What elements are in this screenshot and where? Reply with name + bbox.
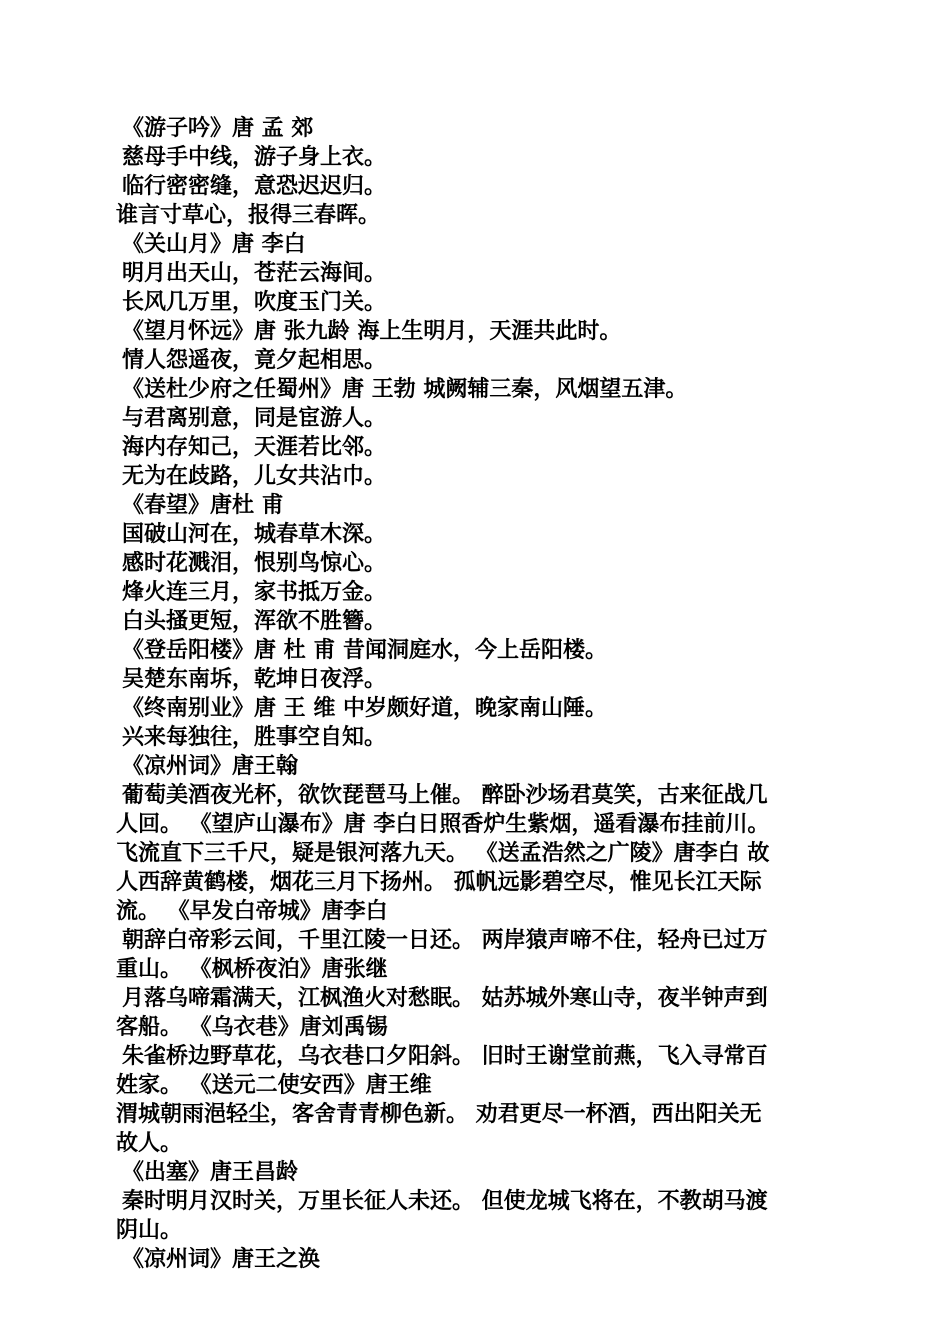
- poem-title: 《关山月》唐 李白: [122, 232, 306, 257]
- poem-line: 葡萄美酒夜光杯，欲饮琵琶马上催。 醉卧沙场君莫笑，古来征战几: [122, 783, 768, 808]
- poem-line: 阴山。: [116, 1218, 183, 1243]
- poem-title: 《游子吟》唐 孟 郊: [122, 116, 314, 141]
- poem-line: 临行密密缝，意恐迟迟归。: [122, 174, 387, 199]
- poem-line: 渭城朝雨浥轻尘，客舍青青柳色新。 劝君更尽一杯酒，西出阳关无: [116, 1102, 762, 1127]
- poem-line: 谁言寸草心，报得三春晖。: [116, 203, 381, 228]
- poem-title: 《送杜少府之任蜀州》唐 王勃 城阙辅三秦，风烟望五津。: [122, 377, 688, 402]
- poem-title: 《凉州词》唐王之涣: [122, 1247, 321, 1272]
- poem-line: 慈母手中线，游子身上衣。: [122, 145, 387, 170]
- poem-title: 《出塞》唐王昌龄: [122, 1160, 299, 1185]
- poem-title: 《望月怀远》唐 张九龄 海上生明月，天涯共此时。: [122, 319, 622, 344]
- poem-line: 客船。 《乌衣巷》唐刘禹锡: [116, 1015, 388, 1040]
- poem-line: 与君离别意，同是宦游人。: [122, 406, 387, 431]
- poem-line: 朱雀桥边野草花，乌衣巷口夕阳斜。 旧时王谢堂前燕，飞入寻常百: [122, 1044, 768, 1069]
- poem-line: 明月出天山，苍茫云海间。: [122, 261, 387, 286]
- poem-line: 姓家。 《送元二使安西》唐王维: [116, 1073, 432, 1098]
- poem-title: 《凉州词》唐王翰: [122, 754, 299, 779]
- poem-line: 情人怨遥夜，竟夕起相思。: [122, 348, 387, 373]
- poem-line: 流。 《早发白帝城》唐李白: [116, 899, 388, 924]
- poem-line: 朝辞白帝彩云间，千里江陵一日还。 两岸猿声啼不住，轻舟已过万: [122, 928, 768, 953]
- poem-line: 烽火连三月，家书抵万金。: [122, 580, 387, 605]
- poem-line: 月落乌啼霜满天，江枫渔火对愁眠。 姑苏城外寒山寺，夜半钟声到: [122, 986, 768, 1011]
- poem-line: 人西辞黄鹤楼，烟花三月下扬州。 孤帆远影碧空尽，惟见长江天际: [116, 870, 762, 895]
- poem-line: 白头搔更短，浑欲不胜簪。: [122, 609, 387, 634]
- poem-line: 重山。 《枫桥夜泊》唐张继: [116, 957, 388, 982]
- poem-line: 故人。: [116, 1131, 183, 1156]
- poem-line: 飞流直下三千尺，疑是银河落九天。 《送孟浩然之广陵》唐李白 故: [116, 841, 770, 866]
- poem-title: 《春望》唐杜 甫: [122, 493, 284, 518]
- poem-line: 感时花溅泪，恨别鸟惊心。: [122, 551, 387, 576]
- poem-line: 国破山河在，城春草木深。: [122, 522, 387, 547]
- poem-line: 海内存知己，天涯若比邻。: [122, 435, 387, 460]
- poem-line: 吴楚东南坼，乾坤日夜浮。: [122, 667, 387, 692]
- poem-line: 人回。 《望庐山瀑布》唐 李白日照香炉生紫烟，遥看瀑布挂前川。: [116, 812, 770, 837]
- poem-line: 无为在歧路，儿女共沾巾。: [122, 464, 387, 489]
- poem-line: 兴来每独往，胜事空自知。: [122, 725, 387, 750]
- poem-line: 秦时明月汉时关，万里长征人未还。 但使龙城飞将在，不教胡马渡: [122, 1189, 768, 1214]
- poem-title: 《登岳阳楼》唐 杜 甫 昔闻洞庭水，今上岳阳楼。: [122, 638, 607, 663]
- poem-title: 《终南别业》唐 王 维 中岁颇好道，晚家南山陲。: [122, 696, 607, 721]
- document-body: [116, 114, 836, 1274]
- poem-line: 长风几万里，吹度玉门关。: [122, 290, 387, 315]
